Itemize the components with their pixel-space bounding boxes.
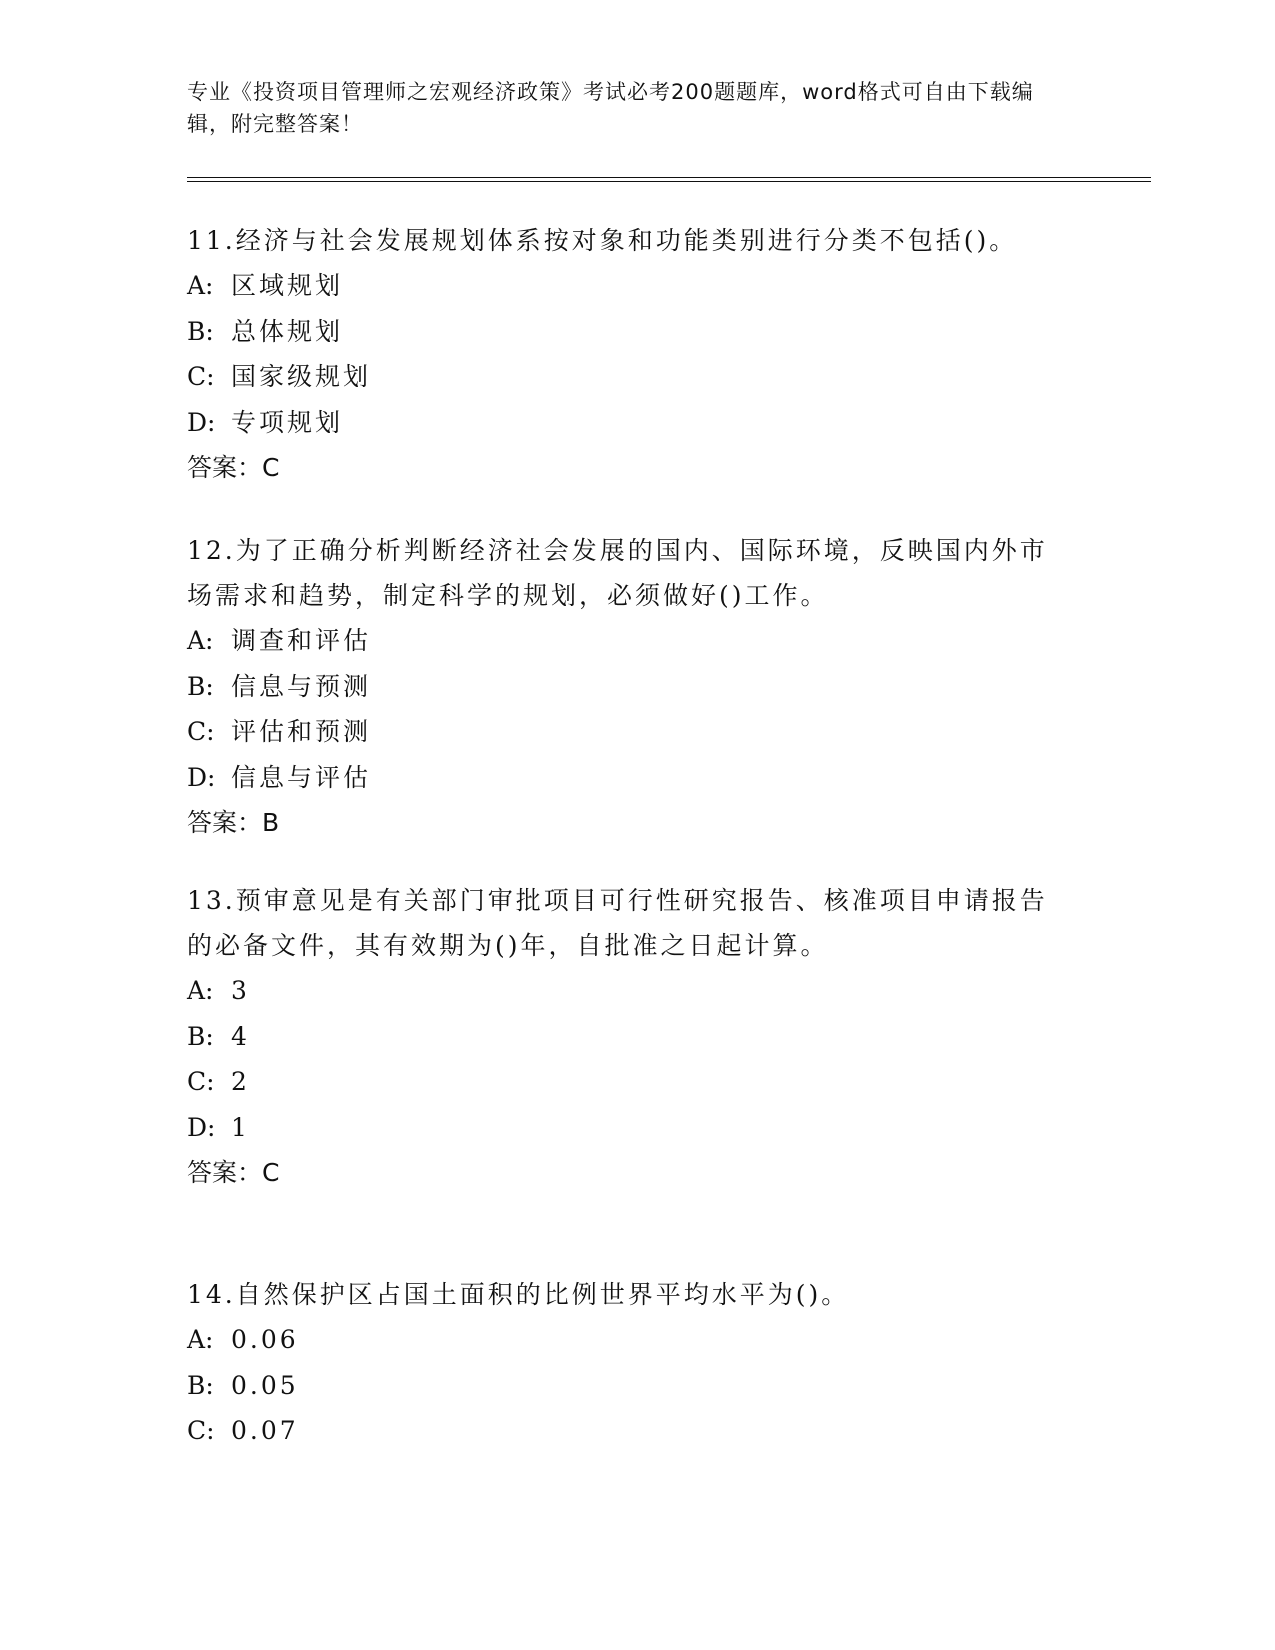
option-text: 2: [231, 1067, 250, 1096]
option-label: B:: [187, 1021, 214, 1051]
option-text: 信息与预测: [231, 671, 372, 701]
option-text: 总体规划: [231, 316, 344, 346]
answer-text: 答案：B: [187, 808, 280, 837]
option-a: [187, 968, 1067, 1014]
question-block: [187, 1272, 1067, 1454]
option-label: A:: [187, 271, 214, 300]
option-text: 0.06: [231, 1325, 299, 1354]
option-label: A:: [187, 1325, 214, 1354]
option-b: [187, 1363, 1067, 1409]
option-label: C:: [187, 1067, 215, 1096]
option-d: [187, 1105, 1067, 1151]
option-text: 3: [231, 976, 250, 1005]
option-d: [187, 400, 1067, 446]
option-text: 国家级规划: [231, 362, 372, 391]
option-c: [187, 709, 1067, 755]
question-text: 11.经济与社会发展规划体系按对象和功能类别进行分类不包括()。: [187, 226, 1018, 255]
option-c: [187, 354, 1067, 400]
option-text: 1: [231, 1112, 250, 1142]
answer-text: 答案：C: [187, 1158, 280, 1187]
document-header: 专业《投资项目管理师之宏观经济政策》考试必考200题题库，word格式可自由下载编辑，附完整答案！: [187, 80, 1034, 136]
option-text: 4: [231, 1021, 250, 1051]
option-b: [187, 664, 1067, 710]
option-label: C:: [187, 1416, 215, 1445]
answer-text: 答案：C: [187, 453, 280, 482]
option-label: B:: [187, 316, 214, 346]
option-b: [187, 309, 1067, 355]
option-label: D:: [187, 1112, 216, 1142]
option-label: A:: [187, 626, 214, 655]
header-divider: [187, 177, 1151, 182]
option-text: 评估和预测: [231, 717, 372, 746]
option-a: [187, 263, 1067, 309]
question-block: [187, 528, 1067, 845]
question-block: [187, 218, 1067, 490]
option-label: B:: [187, 671, 214, 701]
option-b: [187, 1014, 1067, 1060]
option-label: D:: [187, 762, 216, 792]
option-c: [187, 1059, 1067, 1105]
option-text: 区域规划: [231, 271, 344, 300]
option-c: [187, 1408, 1067, 1454]
option-a: [187, 1317, 1067, 1363]
option-label: C:: [187, 717, 215, 746]
option-label: D:: [187, 407, 216, 437]
option-label: B:: [187, 1370, 214, 1400]
question-text: 14.自然保护区占国土面积的比例世界平均水平为()。: [187, 1280, 850, 1309]
question-text: 13.预审意见是有关部门审批项目可行性研究报告、核准项目申请报告的必备文件，其有效期为()年，自批准之日起计算。: [187, 886, 1048, 960]
option-d: [187, 755, 1067, 801]
option-text: 信息与评估: [231, 762, 372, 792]
option-text: 0.07: [231, 1416, 299, 1445]
option-text: 调查和评估: [231, 626, 372, 655]
option-text: 专项规划: [231, 407, 344, 437]
question-text: 12.为了正确分析判断经济社会发展的国内、国际环境，反映国内外市场需求和趋势，制定科学的规划，必须做好()工作。: [187, 536, 1048, 610]
question-block: [187, 878, 1067, 1195]
option-label: A:: [187, 976, 214, 1005]
option-a: [187, 618, 1067, 664]
option-label: C:: [187, 362, 215, 391]
option-text: 0.05: [231, 1370, 299, 1400]
